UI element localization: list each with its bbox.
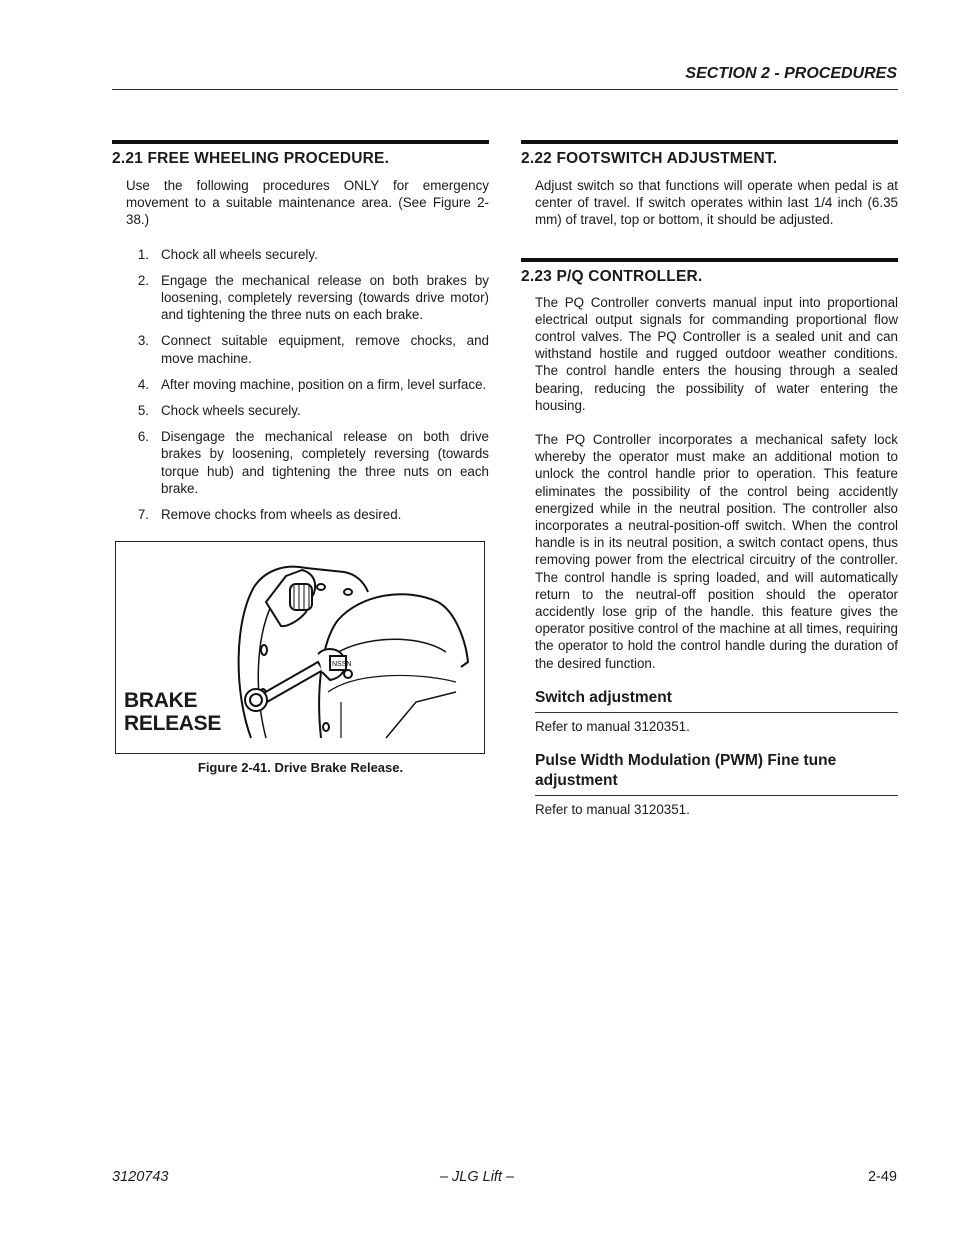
step-number: 1.	[137, 246, 149, 262]
step-text: Connect suitable equipment, remove chocks, and move machine.	[161, 333, 489, 366]
figure-caption: Figure 2-41. Drive Brake Release.	[197, 760, 404, 775]
step-number: 6.	[137, 429, 149, 445]
header-rule	[112, 89, 898, 90]
figure-label: BRAKE RELEASE	[124, 689, 222, 735]
free-wheeling-steps	[112, 246, 489, 524]
switch-adjustment-block	[521, 688, 898, 735]
footswitch-body: Adjust switch so that functions will operate when pedal is at center of travel. If switch operates within last 1/4 inch (6.35 mm) of travel, top or bottom, it should be adjusted.	[535, 178, 898, 228]
step-item	[112, 376, 489, 393]
subheading-rule	[535, 712, 898, 713]
step-text: After moving machine, position on a firm, level surface.	[161, 376, 487, 392]
free-wheeling-intro: Use the following procedures ONLY for emergency movement to a suitable maintenance area. (See Figure 2-38.)	[126, 178, 489, 228]
manual-number: 3120743	[112, 1169, 169, 1185]
step-text: Disengage the mechanical release on both drive brakes by loosening, completely reversing (towards torque hub) and tightening the three nuts on each brake.	[161, 429, 489, 496]
pq-paragraph-1: The PQ Controller converts manual input into proportional electrical output signals for commanding proportional flow control valves. The PQ Controller is a sealed unit and can withstand hostile and rugged outdoor weather conditions. The control handle enters the housing through a sealed bearing, reducing the possibility of water entering the housing.	[535, 294, 898, 413]
section-title-2-22: 2.22 FOOTSWITCH ADJUSTMENT.	[521, 150, 778, 167]
step-item	[112, 332, 489, 366]
svg-text:NSSN: NSSN	[332, 661, 352, 668]
section-title-2-21: 2.21 FREE WHEELING PROCEDURE.	[112, 150, 390, 167]
step-text: Remove chocks from wheels as desired.	[161, 507, 402, 523]
section-header: SECTION 2 - PROCEDURES	[685, 65, 897, 82]
footer-brand: – JLG Lift –	[439, 1169, 515, 1185]
switch-adjustment-body: Refer to manual 3120351.	[535, 718, 690, 734]
step-text: Engage the mechanical release on both brakes by loosening, completely reversing (towards drive motor) and tightening the three nuts on each brake.	[161, 272, 489, 323]
right-column	[521, 140, 898, 818]
section-rule	[112, 140, 489, 144]
switch-adjustment-title: Switch adjustment	[535, 688, 672, 706]
step-number: 3.	[137, 333, 149, 349]
pwm-adjustment-title: Pulse Width Modulation (PWM) Fine tune adjustment	[535, 752, 837, 790]
left-column	[112, 140, 489, 532]
step-item	[112, 506, 489, 523]
section-rule	[521, 140, 898, 144]
step-number: 4.	[137, 376, 149, 392]
page-number: 2-49	[867, 1169, 897, 1185]
step-item	[112, 246, 489, 263]
step-number: 2.	[137, 272, 149, 288]
pwm-adjustment-block	[521, 751, 898, 818]
step-item	[112, 402, 489, 419]
step-number: 5.	[137, 403, 149, 419]
step-text: Chock wheels securely.	[161, 403, 301, 419]
step-number: 7.	[137, 507, 149, 523]
step-item	[112, 428, 489, 497]
drive-brake-figure	[115, 541, 485, 754]
step-item	[112, 272, 489, 324]
subheading-rule	[535, 795, 898, 796]
step-text: Chock all wheels securely.	[161, 246, 318, 262]
pwm-adjustment-body: Refer to manual 3120351.	[535, 802, 690, 818]
section-title-2-23: 2.23 P/Q CONTROLLER.	[521, 267, 703, 285]
pq-paragraph-2: The PQ Controller incorporates a mechanical safety lock whereby the operator must make an additional motion to unlock the control handle prior to operation. This feature eliminates the possibility of the control being accidently energized while in the neutral position. The controller also incorporates a neutral-position-off switch. When the control handle is in its neutral position, a switch contact opens, thus removing power from the electrical circuitry of the controller. The control handle is spring loaded, and will automatically return to the neutral-off position should the operator accidently lose grip of the handle. this feature gives the operator positive control of the machine at all times, requiring the operator to hold the control handle during the duration of the desired function.	[535, 432, 898, 671]
section-rule	[521, 258, 898, 262]
